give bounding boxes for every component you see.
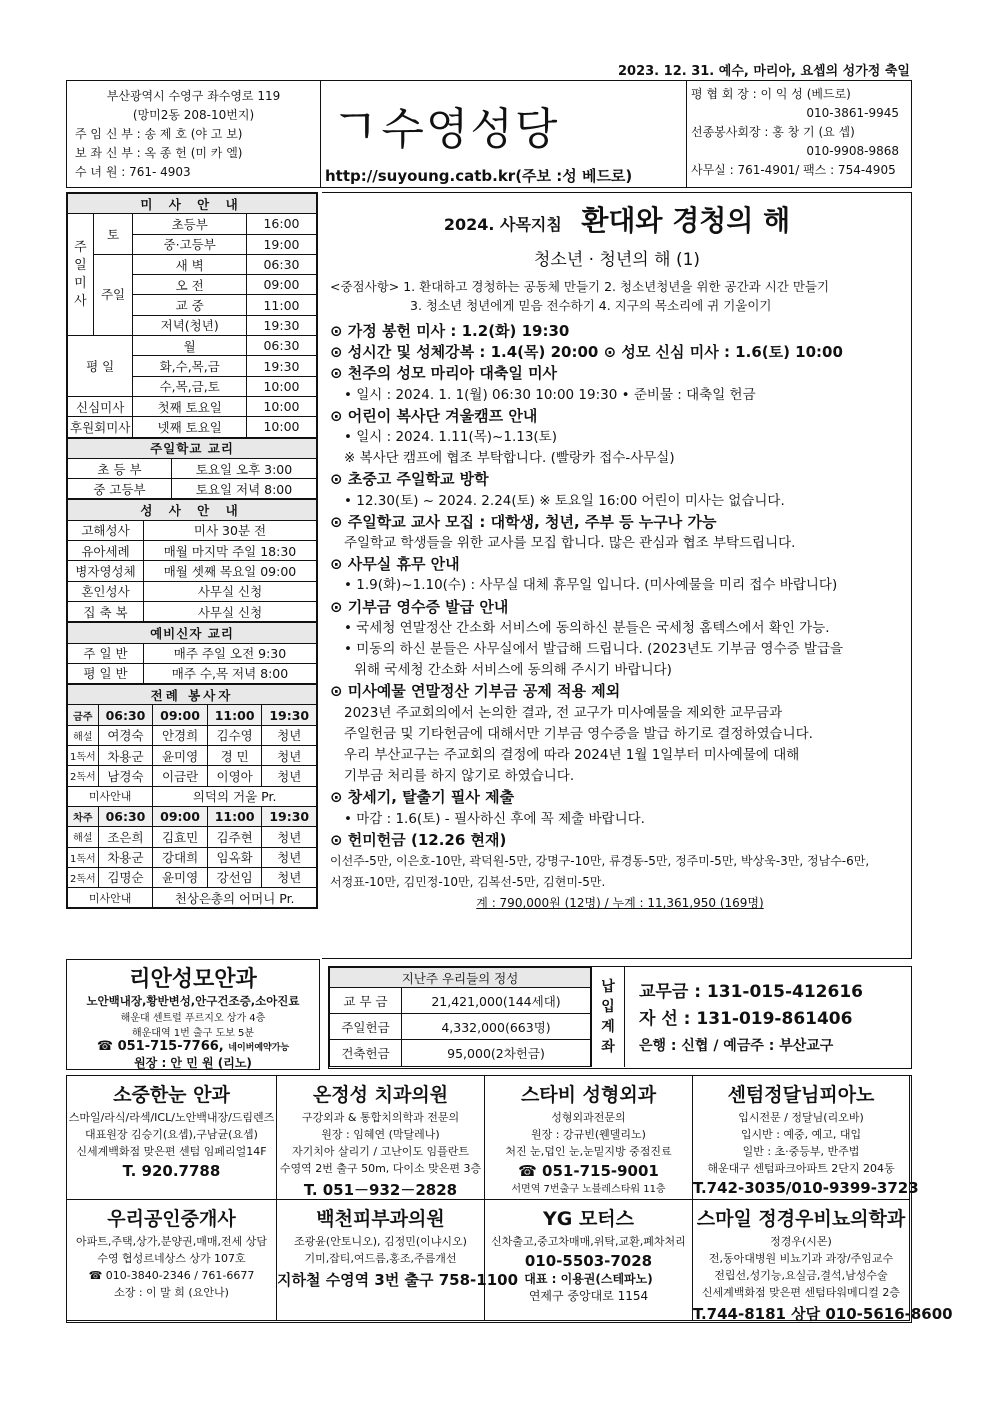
server: 조은희 [98, 827, 153, 847]
mass-notice: 의덕의 거울 Pr. [153, 786, 317, 806]
table-row: 매주 수,목 저녁 8:00 [144, 663, 317, 683]
bank-info: 은행 : 신협 / 예금주 : 부산교구 [639, 1038, 834, 1054]
notice-heading: ⊙ 헌미헌금 (12.26 현재) [330, 830, 507, 849]
notice-heading: ⊙ 성시간 및 성체강복 : 1.4(목) 20:00 ⊙ 성모 신심 미사 : 1.6(토) 10:00 [330, 343, 843, 362]
servers-table [67, 684, 317, 908]
ad-line: 해운대 센트럴 푸르지오 상가 4층 [120, 1013, 266, 1024]
notice-line: • 12.30(토) ~ 2024. 2.24(토) ※ 토요일 16:00 어린이 미사는 없습니다. [344, 492, 785, 509]
ad-box[interactable] [693, 1076, 919, 1200]
parish-info [67, 81, 321, 187]
role: 1독서 [68, 847, 99, 867]
sacrament-title: 성 사 안 내 [68, 500, 317, 520]
ad-name: 온정성 치과의원 [312, 1084, 449, 1106]
sacrament-table [67, 499, 317, 622]
table-row: 병자영성체 [68, 561, 144, 581]
week-label: 금주 [68, 705, 99, 725]
ad-phone: T. 920.7788 [122, 1162, 221, 1180]
table-row: 주일헌금 [330, 1014, 402, 1040]
role: 2독서 [68, 766, 99, 786]
server: 청년 [262, 867, 317, 887]
ad-line: 처진 눈,덥인 눈,눈밑지방 중점진료 [505, 1145, 672, 1158]
ad-phone: T.742-3035/010-9399-3723 [693, 1179, 919, 1197]
account-name: 교무금 [639, 982, 689, 1002]
mass-name: 중·고등부 [133, 234, 247, 254]
ad-line: 아파트,주택,상가,분양권,매매,전세 상담 [76, 1235, 267, 1248]
notice-line: • 국세청 연말정산 간소화 서비스에 동의하신 분들은 국세청 홈텍스에서 확인 가능. [344, 619, 830, 636]
ad-line: 원장 : 임혜연 (막달레나) [321, 1128, 440, 1141]
table-row: 매월 셋째 목요일 09:00 [144, 561, 317, 581]
server: 이금란 [153, 766, 208, 786]
funeral-phone: 010-9908-9868 [806, 144, 899, 158]
notice-line: 계 : 790,000원 (12명) / 누계 : 11,361,950 (169명) [476, 896, 764, 911]
catechumen-title: 예비신자 교리 [68, 623, 317, 643]
role: 해설 [68, 725, 99, 745]
ad-line: 성형외과전문의 [551, 1111, 626, 1124]
ad-phone: T. 051－932－2828 [303, 1181, 458, 1199]
notice-line: 주일학교 학생들을 위한 교사를 모집 합니다. 많은 관심과 협조 부탁드립니다. [344, 535, 796, 552]
notice-heading: ⊙ 사무실 휴무 안내 [330, 555, 460, 574]
contact-info [687, 81, 913, 187]
table-row: 토요일 오후 3:00 [172, 458, 317, 478]
mass-time: 19:00 [247, 234, 317, 254]
table-row: 매월 마지막 주일 18:30 [144, 541, 317, 561]
ad-line: 해운대구 센텀파크아파트 2단지 204동 [707, 1162, 895, 1175]
table-row: 21,421,000(144세대) [402, 988, 591, 1014]
server: 윤미영 [153, 746, 208, 766]
mass-name: 화,수,목,금 [133, 356, 247, 376]
server: 청년 [262, 847, 317, 867]
notice-line: 서정표-10만, 김민정-10만, 김복선-5만, 김현미-5만. [330, 875, 606, 890]
table-row: 매주 주일 오전 9:30 [144, 643, 317, 663]
server: 임옥화 [207, 847, 262, 867]
ad-name: 스타비 성형외과 [520, 1084, 657, 1106]
ad-phone: 010-5503-7028 [524, 1252, 653, 1270]
accounts: 교무금 : 131-015-412616 자 선 : 131-019-861406 은행 : 신협 / 예금주 : 부산교구 [639, 979, 863, 1060]
mass-time: 10:00 [247, 417, 317, 437]
ad-line: 일반 : 초·중등부, 반주법 [742, 1145, 860, 1158]
server: 차용군 [98, 746, 153, 766]
ad-box[interactable] [277, 1076, 485, 1200]
mass-time: 09:00 [247, 275, 317, 295]
account-number: 131-019-861406 [696, 1009, 853, 1029]
mass-name: 후원회미사 [68, 417, 133, 437]
ad-line: 구강외과 & 통합치의학과 전문의 [301, 1111, 460, 1124]
sunday-mass-label: 주일미사 [68, 214, 94, 336]
mass-time: 11:00 [247, 295, 317, 315]
server: 김효민 [153, 827, 208, 847]
ad-line: 원장 : 안 민 원 (리노) [134, 1056, 252, 1070]
mass-time: 19:30 [262, 806, 317, 826]
sunday-label: 주일 [93, 254, 133, 335]
mass-name: 월 [133, 336, 247, 356]
account-label: 납입계좌 [591, 967, 625, 1067]
office-phone: 사무실 : 761-4901/ 팩스 : 754-4905 [691, 163, 896, 177]
ad-box[interactable] [277, 1200, 519, 1321]
notice-line: • 1.9(화)~1.10(수) : 사무실 대체 휴무일 입니다. (미사예물을 미리 접수 바랍니다) [344, 577, 838, 594]
server: 청년 [262, 725, 317, 745]
convent-phone: 수 녀 원 : 761- 4903 [75, 165, 191, 179]
server: 청년 [262, 746, 317, 766]
ad-name: 소중한눈 안과 [113, 1084, 230, 1106]
table-row: 초 등 부 [68, 458, 172, 478]
server: 차용군 [98, 847, 153, 867]
ad-line: 입시전문 / 정달님(리오바) [738, 1111, 864, 1124]
ad-line: 수영 협성르네상스 상가 107호 [97, 1252, 246, 1265]
council-president: 평 협 회 장 : 이 익 성 (베드로) [691, 87, 851, 101]
mass-time: 10:00 [247, 376, 317, 396]
pastor: 주 임 신 부 : 송 제 호 (야 고 보) [75, 127, 243, 141]
mass-title: 미 사 안 내 [68, 194, 317, 214]
notice-heading: ⊙ 창세기, 탈출기 필사 제출 [330, 788, 515, 807]
address: 부산광역시 수영구 좌수영로 119 [106, 89, 281, 103]
council-phone: 010-3861-9945 [806, 106, 899, 120]
mass-name: 저녁(청년) [133, 315, 247, 335]
notice-heading: ⊙ 천주의 성모 마리아 대축일 미사 [330, 364, 558, 383]
notice-line: 2023년 주교회의에서 논의한 결과, 전 교구가 미사예물을 제외한 교무금과 [344, 704, 783, 721]
notice-heading: ⊙ 미사예물 연말정산 기부금 공제 적용 제외 [330, 682, 621, 701]
notice-heading: ⊙ 기부금 영수증 발급 안내 [330, 597, 509, 616]
server: 김수영 [207, 725, 262, 745]
school-title: 주일학교 교리 [68, 438, 317, 458]
mass-time: 19:30 [247, 315, 317, 335]
table-row: 교 무 금 [330, 988, 402, 1014]
table-row: 주 일 반 [68, 643, 144, 663]
notice-line: 우리 부산교구는 주교회의 결정에 따라 2024년 1월 1일부터 미사예물에 대해 [344, 747, 800, 764]
table-row: 사무실 신청 [144, 601, 317, 621]
ad-line: 스마일/라식/라섹/ICL/노안백내장/드림렌즈 [68, 1111, 275, 1124]
main-content [322, 192, 912, 959]
cross-logo-icon: ㄱ [331, 98, 382, 156]
mass-time: 09:00 [153, 705, 208, 725]
ads-grid [66, 1075, 953, 1323]
mass-time: 19:30 [247, 356, 317, 376]
ad-phone: T.744-8181 상담 010-5616-8600 [693, 1305, 953, 1323]
notice-line: • 미동의 하신 분들은 사무실에서 발급해 드립니다. (2023년도 기부금 영수증 발급을 [344, 641, 844, 658]
ad-name: 리안성모안과 [129, 967, 257, 992]
ad-line: 전립선,성기능,요실금,결석,남성수술 [714, 1269, 888, 1282]
notice-heading: ⊙ 어린이 복사단 겨울캠프 안내 [330, 406, 538, 425]
server: 남경숙 [98, 766, 153, 786]
ad-line: 기미,잡티,여드름,홍조,주름개선 [304, 1252, 457, 1265]
server: 김명순 [98, 867, 153, 887]
ad-line: 대표원장 김승기(요셉),구남균(요셉) [85, 1128, 258, 1141]
table-row: 토요일 저녁 8:00 [172, 479, 317, 499]
mass-table [67, 193, 317, 438]
ad-phone: ☎ 051-715-7766, [96, 1039, 224, 1054]
ad-phone: ☎ 051-715-9001 [518, 1162, 659, 1180]
table-row: 혼인성사 [68, 581, 144, 601]
mass-time: 11:00 [207, 705, 262, 725]
notice-line: • 일시 : 2024. 1.11(목)~1.13(토) [344, 429, 557, 446]
header [66, 80, 912, 188]
server: 청년 [262, 827, 317, 847]
role: 해설 [68, 827, 99, 847]
left-sidebar [66, 192, 318, 909]
parish-logo: ㄱ수영성당 [331, 98, 560, 156]
weekday-label: 평 일 [68, 336, 133, 397]
offerings-box [328, 966, 912, 1069]
server: 청년 [262, 766, 317, 786]
ad-line: 신세계백화점 맞은편 센텀타워메디컬 2층 [701, 1286, 901, 1299]
servers-title: 전례 봉사자 [68, 685, 317, 705]
notice-line: 기부금 처리를 하지 않기로 하였습니다. [344, 768, 575, 785]
notice-line: 위해 국세청 간소화 서비스에 동의해 주시기 바랍니다) [354, 662, 672, 679]
mass-name: 신심미사 [68, 396, 133, 416]
notice-label: 미사안내 [68, 888, 153, 908]
notice-line: ※ 복사단 캠프에 협조 부탁합니다. (빨랑카 접수-사무실) [344, 450, 675, 467]
server: 강대희 [153, 847, 208, 867]
server: 안경희 [153, 725, 208, 745]
logo-area [321, 81, 687, 187]
server: 강선임 [207, 867, 262, 887]
mass-time: 06:30 [98, 806, 153, 826]
ad-box[interactable] [485, 1076, 693, 1200]
ad-line: 대표 : 이용권(스테파노) [524, 1272, 653, 1286]
ad-line: 자기치아 살리기 / 고난이도 임플란트 [291, 1145, 470, 1158]
pastoral-year: 2024. 사목지침 [443, 215, 562, 234]
notice-heading: ⊙ 초중고 주일학교 방학 [330, 470, 489, 489]
key-points [330, 277, 829, 315]
mass-name: 수,목,금,토 [133, 376, 247, 396]
ad-lian-eye-clinic[interactable] [66, 959, 320, 1070]
pastoral-subtitle: 청소년 · 청년의 해 (1) [533, 250, 701, 270]
offerings-title: 지난주 우리들의 정성 [330, 968, 591, 988]
table-row: 집 축 복 [68, 601, 144, 621]
ad-line: 신세계백화점 맞은편 센텀 임페리얼14F [76, 1145, 267, 1158]
notice-line: • 일시 : 2024. 1. 1(월) 06:30 10:00 19:30 • 준비물 : 대축일 헌금 [344, 386, 756, 403]
mass-time: 06:30 [247, 254, 317, 274]
server: 여경숙 [98, 725, 153, 745]
school-table [67, 438, 317, 500]
mass-name: 초등부 [133, 214, 247, 234]
mass-time: 19:30 [262, 705, 317, 725]
ad-phone: 지하철 수영역 3번 출구 758-1100 [277, 1271, 519, 1289]
mass-name: 오 전 [133, 275, 247, 295]
pastoral-theme: 환대와 경청의 해 [581, 204, 791, 237]
mass-name: 교 중 [133, 295, 247, 315]
table-row: 95,000(2차헌금) [402, 1040, 591, 1067]
ad-line: 조광윤(안토니오), 김정민(이냐시오) [294, 1235, 467, 1248]
table-row: 건축헌금 [330, 1040, 402, 1067]
notice-line: 이선주-5만, 이은호-10만, 곽덕원-5만, 강명구-10만, 류경동-5만, 정주미-5만, 박상욱-3만, 정남수-6만, [330, 854, 870, 869]
ad-name: 우리공인중개사 [107, 1208, 236, 1230]
mass-day: 첫째 토요일 [133, 396, 247, 416]
ad-line: 연제구 중앙대로 1154 [528, 1289, 649, 1303]
ad-name: 센텀정달님피아노 [727, 1084, 875, 1106]
bulletin-date: 2023. 12. 31. 예수, 마리아, 요셉의 성가정 축일 [618, 64, 910, 79]
server: 경 민 [207, 746, 262, 766]
key-point: 3. 청소년 청년에게 믿음 전수하기 4. 지구의 목소리에 귀 기울이기 [410, 298, 772, 313]
pastoral-title [322, 199, 912, 239]
notice-heading: ⊙ 주일학교 교사 모집 : 대학생, 청년, 주부 등 누구나 가능 [330, 512, 717, 531]
offerings-table [329, 967, 591, 1067]
ad-box[interactable] [485, 1200, 693, 1321]
ad-line: 서면역 7번출구 노블레스타워 11층 [511, 1184, 666, 1195]
server: 윤미영 [153, 867, 208, 887]
key-point: <중점사항> 1. 환대하고 경청하는 공동체 만들기 2. 청소년청년을 위한 공간과 시간 만들기 [330, 279, 830, 294]
role: 2독서 [68, 867, 99, 887]
mass-time: 09:00 [153, 806, 208, 826]
table-row: 유아세례 [68, 541, 144, 561]
role: 1독서 [68, 746, 99, 766]
ad-line: ☎ 010-3840-2346 / 761-6677 [88, 1269, 255, 1282]
ad-name: 스마일 정경우비뇨의학과 [696, 1208, 906, 1230]
saturday-label: 토 [93, 214, 133, 255]
table-row: 4,332,000(663명) [402, 1014, 591, 1040]
mass-time: 06:30 [98, 705, 153, 725]
notice-line: • 마감 : 1.6(토) - 필사하신 후에 꼭 제출 바랍니다. [344, 810, 645, 827]
assistant-priest: 보 좌 신 부 : 옥 종 헌 (미 카 엘) [75, 146, 243, 160]
funeral-president: 선종봉사회장 : 홍 창 기 (요 셉) [691, 125, 855, 139]
ad-line: 원장 : 강규빈(웬델리노) [531, 1128, 646, 1141]
server: 이영아 [207, 766, 262, 786]
mass-time: 16:00 [247, 214, 317, 234]
ad-line: 수영역 2번 출구 50m, 다이소 맞은편 3층 [279, 1162, 482, 1175]
ad-line: 신차출고,중고차매매,위탁,교환,폐차처리 [491, 1235, 686, 1248]
table-row: 중 고등부 [68, 479, 172, 499]
mass-time: 11:00 [207, 806, 262, 826]
notice-label: 미사안내 [68, 786, 153, 806]
mass-notice: 천상은총의 어머니 Pr. [153, 888, 317, 908]
account-number: 131-015-412616 [706, 982, 863, 1002]
ad-box[interactable] [67, 1200, 277, 1321]
mass-time: 06:30 [247, 336, 317, 356]
ad-line: 해운대역 1번 출구 도보 5분 [131, 1028, 255, 1039]
table-row: 미사 30분 전 [144, 520, 317, 540]
ad-name: 백천피부과의원 [316, 1208, 445, 1230]
mass-name: 새 벽 [133, 254, 247, 274]
account-name: 자 선 [639, 1009, 678, 1029]
notice-line: 주일헌금 및 기타헌금에 대해서만 기부금 영수증을 발급 하기로 결정하였습니다. [344, 725, 813, 742]
week-label: 차주 [68, 806, 99, 826]
notice-list [330, 321, 910, 915]
ad-line: 네이버예약가능 [228, 1043, 290, 1053]
ad-name: YG 모터스 [542, 1208, 635, 1230]
notice-heading: ⊙ 가정 봉헌 미사 : 1.2(화) 19:30 [330, 322, 570, 340]
table-row: 평 일 반 [68, 663, 144, 683]
ad-box[interactable] [67, 1076, 277, 1200]
ad-box[interactable] [693, 1200, 953, 1323]
ad-line: 전,동아대병원 비뇨기과 과장/주임교수 [708, 1252, 894, 1265]
mass-time: 10:00 [247, 396, 317, 416]
ad-line: 정경우(시몬) [770, 1235, 832, 1248]
ad-line: 입시반 : 예중, 예고, 대입 [740, 1128, 862, 1141]
catechumen-table [67, 622, 317, 684]
table-row: 고해성사 [68, 520, 144, 540]
table-row: 사무실 신청 [144, 581, 317, 601]
address-old: (망미2동 208-10번지) [132, 108, 255, 122]
ad-line: 소장 : 이 말 희 (요안나) [114, 1286, 229, 1299]
ad-line: 노안백내장,황반변성,안구건조증,소아진료 [86, 994, 300, 1008]
server: 김주현 [207, 827, 262, 847]
website-url[interactable]: http://suyoung.catb.kr(주보 :성 베드로) [325, 167, 633, 185]
mass-day: 넷째 토요일 [133, 417, 247, 437]
